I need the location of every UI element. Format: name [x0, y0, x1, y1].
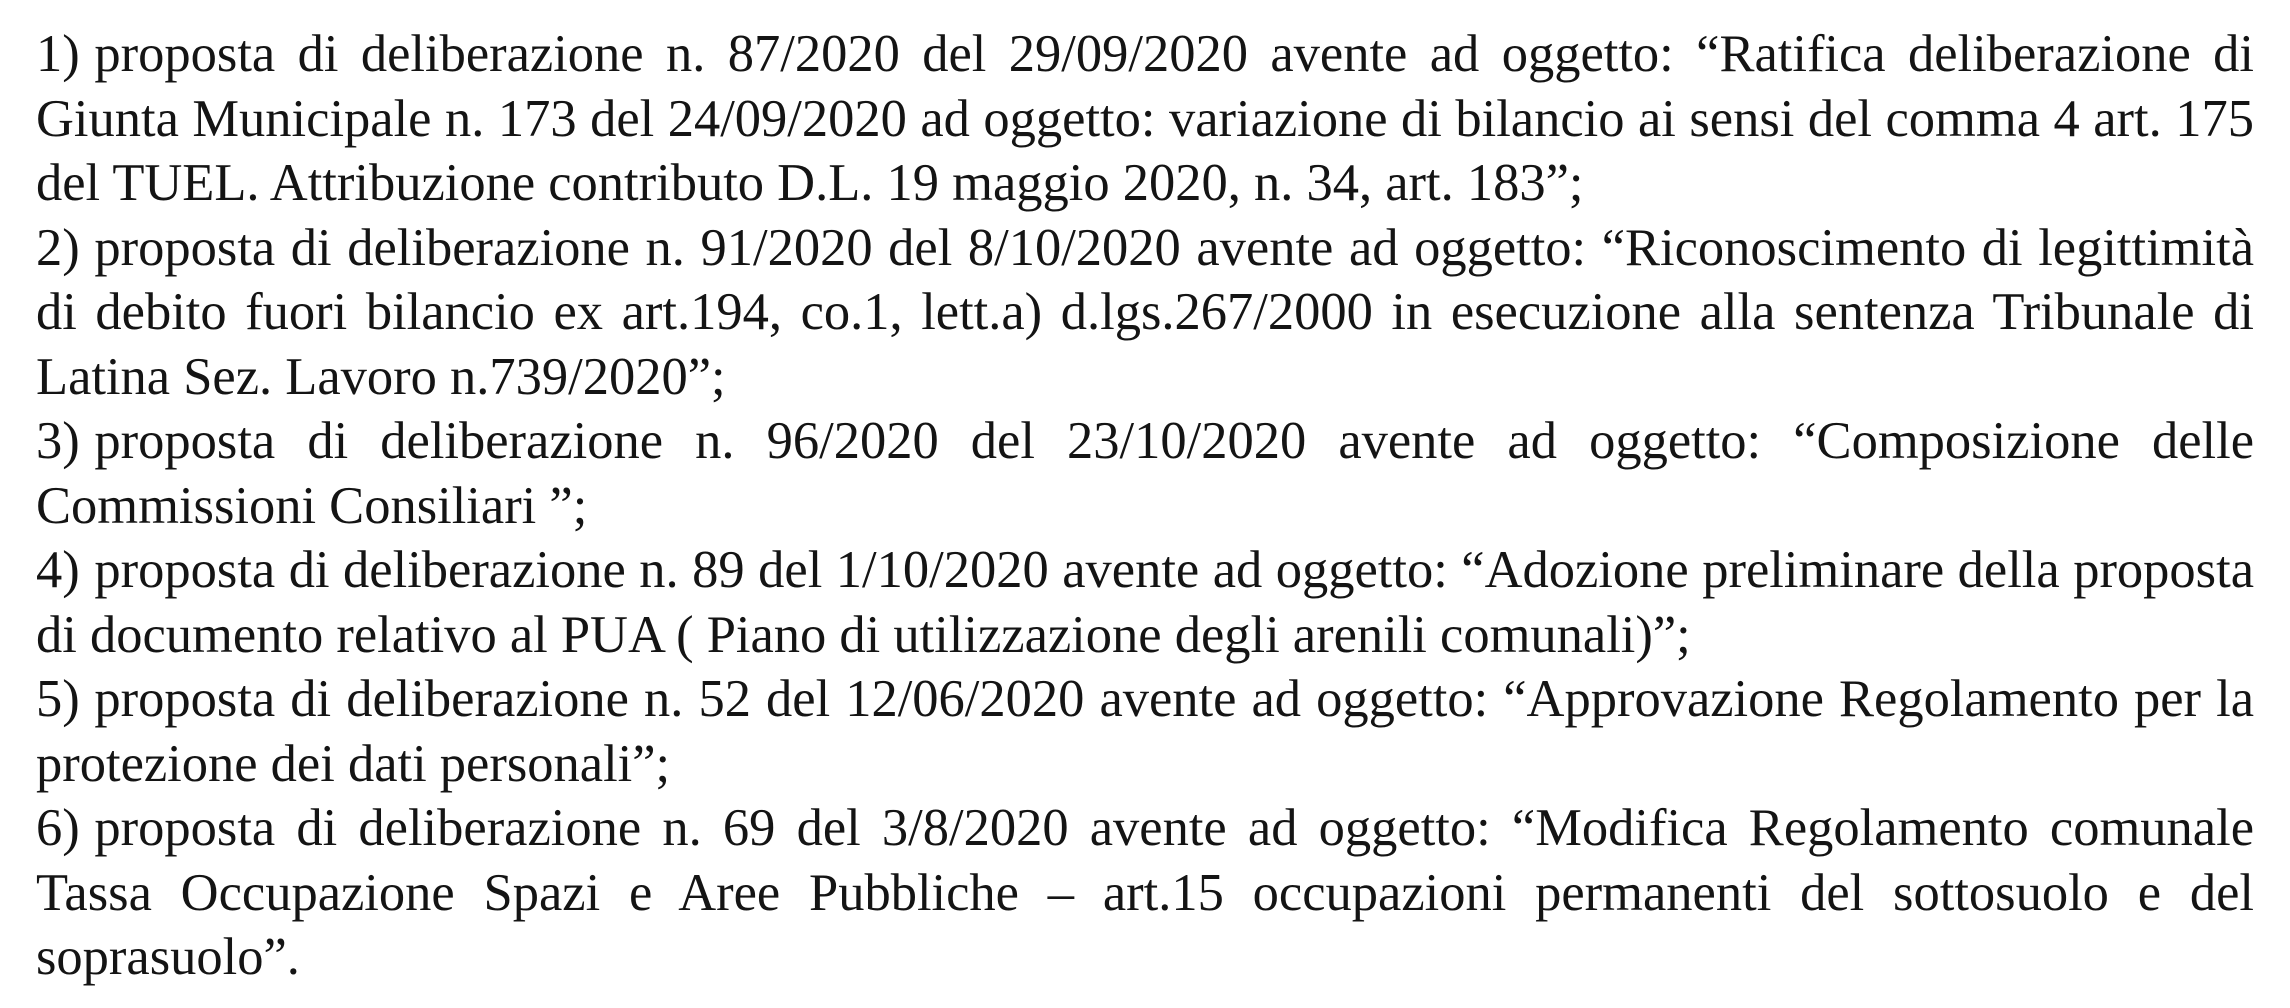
agenda-item-4 [36, 538, 2254, 667]
item-text: proposta di deliberazione n. 96/2020 del 23/10/2020 avente ad oggetto: “Composizione delle Commissioni Consiliari ”; [36, 412, 2254, 535]
agenda-item-5 [36, 667, 2254, 796]
item-number: 1) [36, 25, 80, 83]
item-text: proposta di deliberazione n. 87/2020 del 29/09/2020 avente ad oggetto: “Ratifica deliberazione di Giunta Municipale n. 173 del 24/09/2020 ad oggetto: variazione di bilancio ai sensi del comma 4 art. 175 del TUEL. Attribuzione contributo D.L. 19 maggio 2020, n. 34, art. 183”; [36, 25, 2254, 212]
item-text: proposta di deliberazione n. 91/2020 del 8/10/2020 avente ad oggetto: “Riconoscimento di legittimità di debito fuori bilancio ex art.194, co.1, lett.a) d.lgs.267/2000 in esecuzione alla sentenza Tribunale di Latina Sez. Lavoro n.739/2020”; [36, 218, 2254, 406]
item-number: 2) [36, 218, 80, 277]
item-text: proposta di deliberazione n. 69 del 3/8/2020 avente ad oggetto: “Modifica Regolamento comunale Tassa Occupazione Spazi e Aree Pubbliche – art.15 occupazioni permanenti del sottosuolo e del soprasuolo”. [36, 799, 2254, 986]
agenda-item-3 [36, 409, 2254, 538]
item-number: 6) [36, 799, 80, 857]
document-body [36, 22, 2254, 990]
item-number: 4) [36, 541, 80, 599]
agenda-item-1 [36, 22, 2254, 216]
item-number: 3) [36, 412, 80, 470]
agenda-item-6 [36, 796, 2254, 990]
item-text: proposta di deliberazione n. 89 del 1/10/2020 avente ad oggetto: “Adozione preliminare della proposta di documento relativo al PUA ( Piano di utilizzazione degli arenili comunali)”; [36, 541, 2254, 664]
item-text: proposta di deliberazione n. 52 del 12/06/2020 avente ad oggetto: “Approvazione Regolamento per la protezione dei dati personali”; [36, 670, 2254, 793]
agenda-item-2 [36, 216, 2254, 410]
item-number: 5) [36, 670, 80, 728]
